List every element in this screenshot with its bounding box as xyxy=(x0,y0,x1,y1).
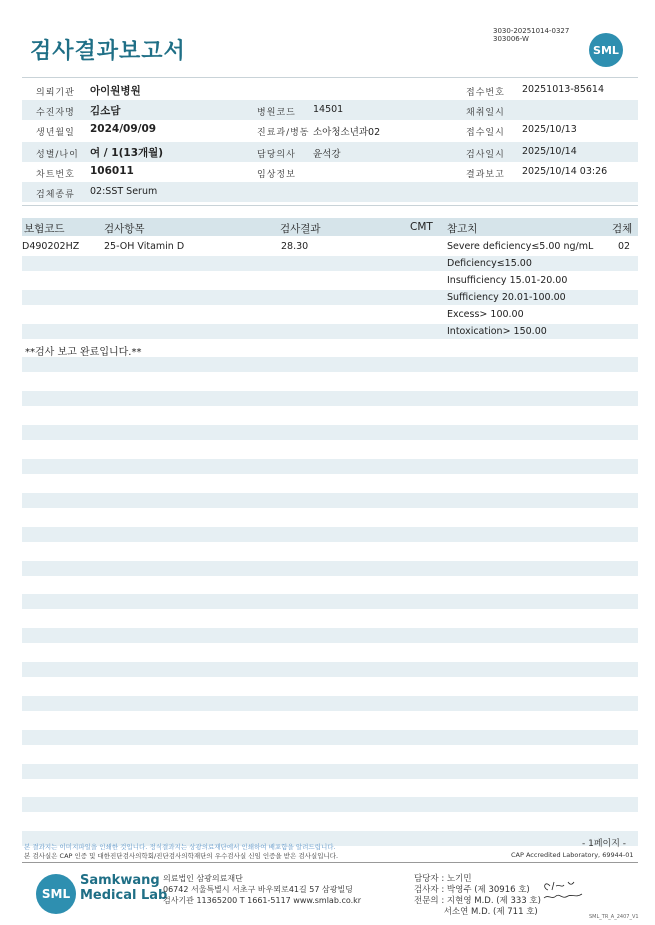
print-notice: 본 결과지는 이미지파일을 인쇄한 것입니다. 정식결과지는 상광의료재단에서 인쇄하여 배포함을 알려드립니다. xyxy=(24,843,336,851)
header-specimen: 검체 xyxy=(612,223,633,235)
info-value: 여 / 1(13개월) xyxy=(90,147,164,159)
info-row xyxy=(22,182,638,202)
lab-address-line: 06742 서울특별시 서초구 바우뫼로41길 57 삼광빌딩 xyxy=(163,885,353,894)
info-label: 수진자명 xyxy=(36,108,75,118)
table-stripe xyxy=(22,764,638,779)
divider xyxy=(22,77,638,78)
table-stripe xyxy=(22,256,638,271)
info-row xyxy=(22,120,638,140)
report-complete-note: **검사 보고 완료입니다.** xyxy=(25,347,142,358)
result-table-header xyxy=(22,218,638,236)
header-cmt: CMT xyxy=(410,221,433,233)
table-stripe xyxy=(22,425,638,440)
info-label: 병원코드 xyxy=(257,108,296,118)
cell-result: 28.30 xyxy=(281,241,309,252)
page-number: - 1페이지 - xyxy=(582,839,627,849)
report-title: 검사결과보고서 xyxy=(30,39,186,64)
table-stripe xyxy=(22,391,638,406)
info-value: 아이원병원 xyxy=(90,85,141,97)
footer-divider xyxy=(22,862,638,863)
info-label: 검체종류 xyxy=(36,190,75,200)
info-value: 2024/09/09 xyxy=(90,123,157,135)
reference-line: Excess> 100.00 xyxy=(447,309,524,320)
info-value: 윤석강 xyxy=(313,149,341,160)
accreditation-notice: 본 검사실은 CAP 인증 및 대한진단검사의학회/진단검사의학재단의 우수검사실 신임 인증을 받은 검사실입니다. xyxy=(24,852,339,860)
lab-name-line1: Samkwang xyxy=(80,873,160,888)
reference-line: Insufficiency 15.01-20.00 xyxy=(447,275,568,286)
info-value: 소아청소년과02 xyxy=(313,127,381,138)
staff-line: 서소연 M.D. (제 711 호) xyxy=(414,907,538,917)
cell-item: 25-OH Vitamin D xyxy=(104,241,185,252)
info-label: 진료과/병동 xyxy=(257,128,310,138)
info-label: 성별/나이 xyxy=(36,150,79,160)
info-value: 2025/10/14 03:26 xyxy=(522,166,608,177)
header-item: 검사항목 xyxy=(104,223,145,235)
table-stripe xyxy=(22,493,638,508)
cell-code: D490202HZ xyxy=(22,241,80,252)
doc-code-1: 3030-20251014-0327 xyxy=(493,27,570,35)
table-stripe xyxy=(22,527,638,542)
lab-name xyxy=(80,873,167,903)
info-label: 생년월일 xyxy=(36,128,75,138)
header-reference: 참고치 xyxy=(447,223,478,235)
table-stripe xyxy=(22,561,638,576)
table-stripe xyxy=(22,696,638,711)
lab-name-line2: Medical Lab xyxy=(80,888,168,903)
reference-line: Intoxication> 150.00 xyxy=(447,326,547,337)
info-label: 채취일시 xyxy=(466,108,505,118)
info-label: 접수일시 xyxy=(466,128,505,138)
staff-line: 담당자 : 노기민 xyxy=(414,874,472,884)
header-code: 보험코드 xyxy=(24,223,65,235)
reference-line: Deficiency≤15.00 xyxy=(447,258,532,269)
info-row xyxy=(22,100,638,120)
header-result: 검사결과 xyxy=(280,223,321,235)
lab-logo: SML xyxy=(36,874,76,914)
handwritten-signature xyxy=(540,876,590,906)
divider xyxy=(22,205,638,206)
table-stripe xyxy=(22,594,638,609)
info-label: 검사일시 xyxy=(466,150,505,160)
table-stripe xyxy=(22,357,638,372)
table-stripe xyxy=(22,459,638,474)
info-value: 20251013-85614 xyxy=(522,84,605,95)
info-value: 김소담 xyxy=(90,105,121,117)
info-value: 2025/10/14 xyxy=(522,146,577,157)
table-stripe xyxy=(22,797,638,812)
table-stripe xyxy=(22,662,638,677)
info-label: 담당의사 xyxy=(257,150,296,160)
info-value: 02:SST Serum xyxy=(90,186,158,197)
reference-line: Severe deficiency≤5.00 ng/mL xyxy=(447,241,594,252)
info-value: 2025/10/13 xyxy=(522,124,577,135)
staff-line: 전문의 : 지현영 M.D. (제 333 호) xyxy=(414,896,541,906)
lab-address-line: 의료법인 삼광의료재단 xyxy=(163,874,243,883)
form-code: SML_TR_A_2407_V1 xyxy=(589,914,639,920)
cell-specimen: 02 xyxy=(618,241,631,252)
table-stripe xyxy=(22,628,638,643)
reference-line: Sufficiency 20.01-100.00 xyxy=(447,292,566,303)
info-value: 14501 xyxy=(313,104,344,115)
info-label: 결과보고 xyxy=(466,170,505,180)
doc-code-2: 303006-W xyxy=(493,35,529,43)
table-stripe xyxy=(22,730,638,745)
info-label: 접수번호 xyxy=(466,88,505,98)
cap-accreditation: CAP Accredited Laboratory, 69944-01 xyxy=(511,851,634,859)
sml-logo: SML xyxy=(589,33,623,67)
info-row xyxy=(22,162,638,182)
staff-line: 검사자 : 박영주 (제 30916 호) xyxy=(414,885,530,895)
info-label: 차트번호 xyxy=(36,170,75,180)
lab-address-line: 검사기관 11365200 T 1661-5117 www.smlab.co.kr xyxy=(163,896,362,905)
info-value: 106011 xyxy=(90,165,134,177)
info-row xyxy=(22,142,638,162)
info-label: 임상정보 xyxy=(257,170,296,180)
info-row xyxy=(22,80,638,100)
info-label: 의뢰기관 xyxy=(36,88,75,98)
